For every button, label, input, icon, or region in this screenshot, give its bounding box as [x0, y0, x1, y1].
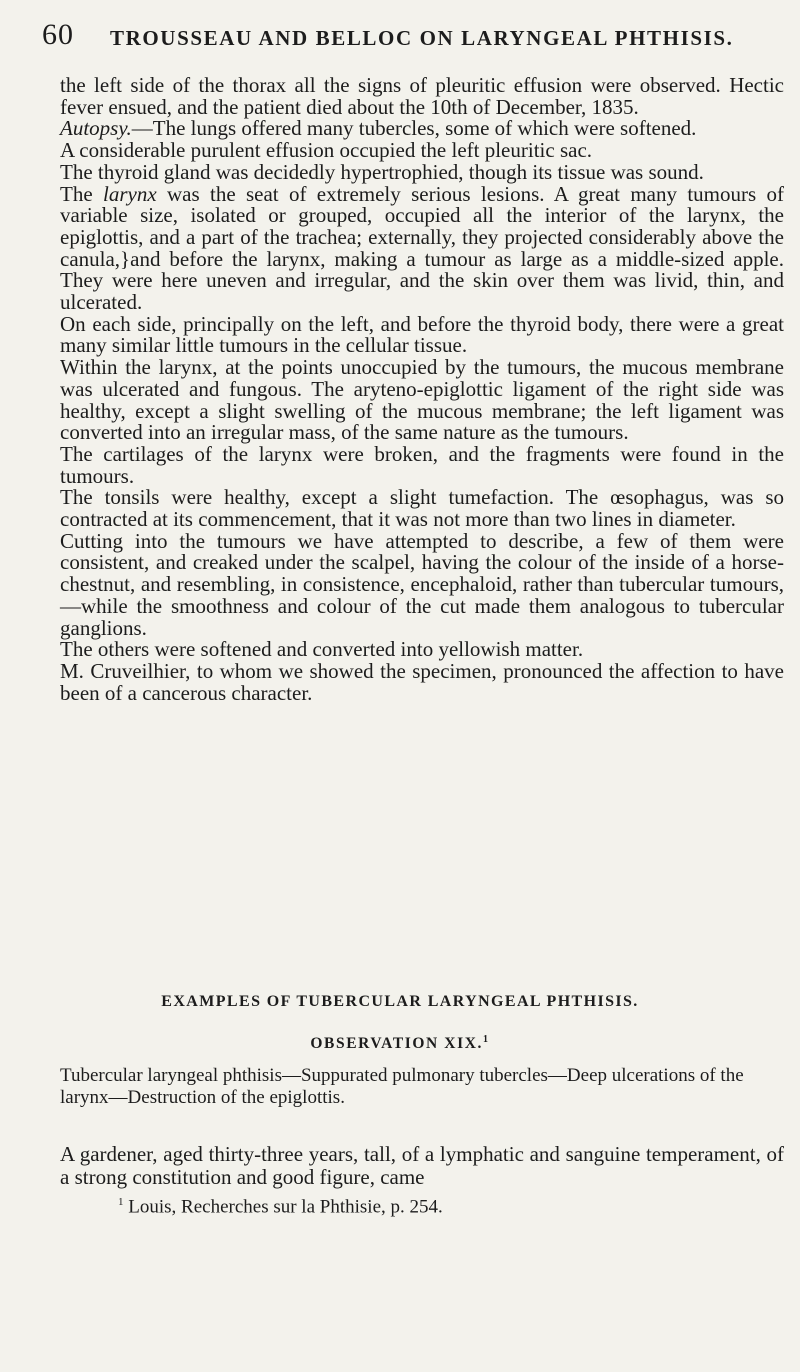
footnote-text: Louis, Recherches sur la Phthisie, p. 254. — [128, 1196, 443, 1218]
paragraph: The tonsils were healthy, except a slight tumefaction. The œsophagus, was so contracted at its commencement, that it was not more than two lines in diameter. — [60, 485, 784, 532]
autopsy-lead: Autopsy. — [60, 116, 132, 141]
section-title: EXAMPLES OF TUBERCULAR LARYNGEAL PHTHISIS. — [161, 993, 639, 1010]
footnote-number: 1 — [118, 1196, 124, 1208]
paragraph: M. Cruveilhier, to whom we showed the specimen, pronounced the affection to have been of a cancerous character. — [60, 658, 784, 705]
paragraph: Within the larynx, at the points unoccupied by the tumours, the mucous membrane was ulcerated and fungous. The aryteno-epiglottic ligament of the right side was healthy, except a slight swelling of the mucous membrane; the left ligament was converted into an irregular mass, of the same nature as the tumours. — [60, 355, 784, 445]
larynx-term: larynx — [103, 181, 157, 206]
paragraph: The thyroid gland was decidedly hypertrophied, though its tissue was sound. — [60, 159, 704, 184]
page-number: 60 — [42, 18, 74, 51]
paragraph: the left side of the thorax all the signs of pleuritic effusion were observed. Hectic fever ensued, and the patient died about the 10th of December, 1835. — [60, 73, 784, 119]
observation-title: OBSERVATION XIX.$^1$ — [310, 1034, 490, 1053]
observation-summary: Tubercular laryngeal phthisis—Suppurated pulmonary tubercles—Deep ulcerations of the larynx—Destruction of the epiglottis. — [60, 1065, 744, 1108]
paragraph: Autopsy.—The lungs offered many tubercles, some of which were softened. — [60, 116, 697, 141]
paragraph: The others were softened and converted into yellowish matter. — [60, 637, 584, 662]
paragraph: On each side, principally on the left, and before the thyroid body, there were a great many similar little tumours in the cellular tissue. — [60, 311, 784, 358]
running-head: TROUSSEAU AND BELLOC ON LARYNGEAL PHTHISIS. — [110, 26, 734, 50]
paragraph: The cartilages of the larynx were broken, and the fragments were found in the tumours. — [60, 441, 784, 488]
body-text — [60, 75, 784, 704]
page-header — [42, 18, 762, 58]
observation-opening: A gardener, aged thirty-three years, tall, of a lymphatic and sanguine temperament, of a strong constitution and good figure, came — [60, 1142, 784, 1189]
paragraph: The larynx was the seat of extremely serious lesions. A great many tumours of variable size, isolated or grouped, occupied all the interior of the larynx, the epiglottis, and a part of the trachea; externally, they projected considerably above the canula,}and before the larynx, making a tumour as large as a middle-sized apple. They were here uneven and irregular, and the skin over them was livid, thin, and ulcerated. — [60, 181, 785, 315]
footnote — [118, 1196, 443, 1218]
footnote-mark: 1 — [483, 1034, 490, 1045]
paragraph: Cutting into the tumours we have attempted to describe, a few of them were consistent, and creaked under the scalpel, having the colour of the inside of a horse-chestnut, and resembling, in consistence, encephaloid, rather than tubercular tumours,—while the smoothness and colour of the cut made them analogous to tubercular ganglions. — [60, 528, 784, 640]
paragraph: A considerable purulent effusion occupied the left pleuritic sac. — [60, 138, 593, 163]
